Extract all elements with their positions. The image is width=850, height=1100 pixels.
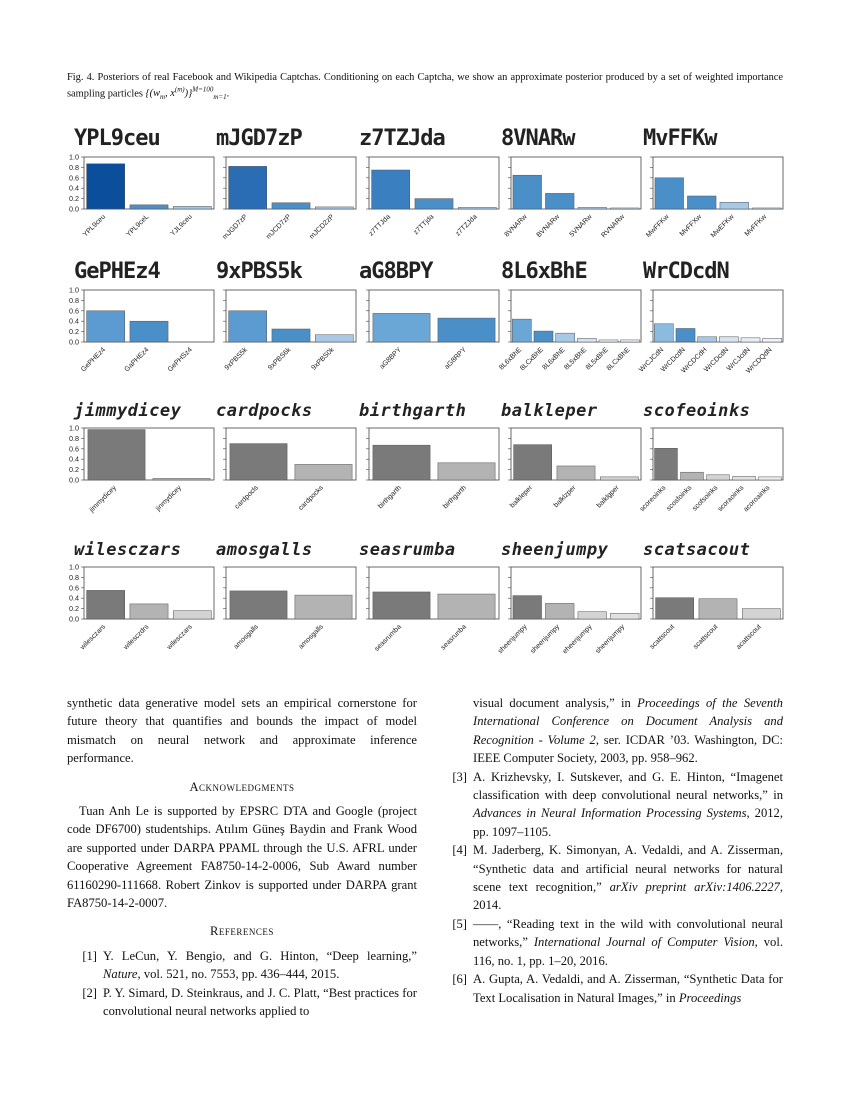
- bar-category-label: WrCJcdN: [725, 346, 752, 373]
- posterior-bar: [655, 178, 684, 209]
- captcha-image-text: amosgalls: [216, 540, 313, 560]
- y-tick-label: 0.8: [69, 162, 79, 172]
- posterior-bar: [315, 335, 353, 342]
- posterior-bar: [173, 206, 211, 209]
- bar-category-label: wilesczdrs: [122, 623, 151, 652]
- y-tick-label: 0.6: [69, 444, 79, 454]
- reference-item: [3] A. Krizhevsky, I. Sutskever, and G. E. Hinton, “Imagenet classification with deep convolutional neural networks,” in Advances in Neural Information Processing Systems, 2012, pp. 1097–1105.: [452, 769, 783, 839]
- bar-category-label: RVNARw: [600, 213, 627, 240]
- y-tick-label: 0.6: [69, 583, 79, 593]
- captcha-image-text: 8VNARw: [501, 126, 575, 151]
- bar-category-label: YPL9ceu: [82, 213, 108, 239]
- captcha-image-text: wilesczars: [74, 540, 182, 560]
- posterior-bar: [752, 208, 781, 209]
- y-tick-label: 0.2: [69, 465, 79, 475]
- posterior-bar: [545, 193, 574, 209]
- posterior-bar: [230, 591, 287, 619]
- posterior-bar: [610, 613, 639, 619]
- bar-category-label: birthgarth: [442, 484, 468, 511]
- bar-category-label: z7TTjda: [412, 213, 436, 237]
- bar-category-label: z7TZJda: [454, 213, 479, 238]
- right-column: [437, 694, 783, 1007]
- posterior-bar: [676, 328, 695, 342]
- bar-category-label: WrCDCdH: [680, 346, 709, 375]
- posterior-bar: [173, 611, 211, 619]
- bar-category-label: 9xPBS5k: [223, 346, 250, 372]
- posterior-bar: [741, 338, 760, 342]
- captcha-image-text: WrCDcdN: [643, 259, 729, 284]
- posterior-bar: [514, 445, 552, 480]
- reference-continuation: visual document analysis,” in Proceedings of the Seventh International Conference on Document Analysis and Recognition - Volume 2, ser. ICDAR ’03. Washington, DC: IEEE Computer Society, 2003, pp. 958–962.: [473, 696, 783, 766]
- bar-category-label: 9xPBS6k: [267, 346, 293, 372]
- acknowledgments-heading: Acknowledgments: [189, 779, 295, 794]
- captcha-image-text: birthgarth: [359, 401, 467, 421]
- posterior-bar: [719, 337, 738, 342]
- bar-category-label: amosgalls: [297, 623, 325, 651]
- references-heading: References: [210, 924, 274, 939]
- bar-category-label: mJCD2zP: [308, 213, 336, 241]
- bar-category-label: sheenjumpy: [529, 623, 562, 656]
- bar-category-label: acoroainks: [742, 484, 772, 514]
- bar-category-label: GePHEz4: [80, 346, 108, 374]
- posterior-bar: [577, 338, 596, 342]
- y-tick-label: 0.4: [69, 183, 79, 193]
- bar-category-label: 8LCxBhE: [605, 346, 632, 373]
- bar-category-label: jinmydicey: [154, 484, 183, 513]
- posterior-bar: [373, 592, 430, 619]
- posterior-bar: [87, 590, 125, 619]
- posterior-bar: [295, 464, 352, 480]
- bar-category-label: GaPHEz4: [123, 346, 151, 374]
- y-tick-label: 0.4: [69, 454, 79, 464]
- captcha-image-text: balkleper: [501, 401, 598, 421]
- captcha-image-text: 8L6xBhE: [501, 259, 587, 284]
- captcha-image-text: scatsacout: [643, 540, 751, 560]
- y-tick-label: 0.8: [69, 572, 79, 582]
- reference-item: [1] Y. LeCun, Y. Bengio, and G. Hinton, “Deep learning,” Nature, vol. 521, no. 7553, pp. 436–444, 2015.: [82, 948, 417, 982]
- posterior-bar: [699, 599, 737, 619]
- bar-category-label: YJL9ceu: [169, 213, 194, 238]
- bar-category-label: balklzper: [552, 484, 578, 510]
- bar-category-label: wilesczars: [79, 623, 108, 652]
- y-tick-label: 0.4: [69, 316, 79, 326]
- bar-category-label: 8L5xBhE: [584, 346, 610, 372]
- reference-item: [6] A. Gupta, A. Vedaldi, and A. Zisserman, “Synthetic Data for Text Localisation in Natural Images,” in Proceedings: [452, 972, 783, 1005]
- captcha-image-text: aG8BPY: [359, 259, 433, 284]
- figure-caption: Fig. 4. Posteriors of real Facebook and Wikipedia Captchas. Conditioning on each Captcha, we show an approximate posterior produced by a set of weighted importance sampling particles {($w_m$, $x^{(m)})\}^{M=100}_{m=1}$.: [67, 72, 783, 102]
- posterior-bar: [512, 319, 531, 342]
- bar-category-label: 8LCxBhE: [519, 346, 545, 373]
- bar-category-label: scoreoinks: [638, 484, 668, 514]
- bar-category-label: jimmydicey: [88, 484, 118, 514]
- y-tick-label: 1.0: [69, 423, 79, 433]
- posterior-bar: [373, 445, 430, 480]
- reference-item: [4] M. Jaderberg, K. Simonyan, A. Vedaldi, and A. Zisserman, “Synthetic data and artificial neural networks for natural scene text recognition,” arXiv preprint arXiv:1406.2227, 2014.: [452, 843, 783, 913]
- bar-category-label: wilesczars: [165, 623, 194, 652]
- y-tick-label: 0.0: [69, 614, 79, 624]
- bar-category-label: 9xPBS0k: [310, 346, 336, 372]
- bar-category-label: mJCD7zP: [265, 213, 293, 241]
- bar-category-label: BVNARw: [535, 213, 562, 240]
- y-tick-label: 0.2: [69, 194, 79, 204]
- bar-category-label: balkleper: [509, 484, 535, 510]
- bar-category-label: MwFFKw: [645, 213, 671, 240]
- bar-category-label: scattscout: [692, 623, 720, 651]
- bar-category-label: MvFFXw: [678, 213, 704, 238]
- y-tick-label: 0.8: [69, 433, 79, 443]
- y-tick-label: 0.8: [69, 295, 79, 305]
- reference-item: [5] ——, “Reading text in the wild with convolutional neural networks,” International Journal of Computer Vision, vol. 116, no. 1, pp. 1–20, 2016.: [452, 916, 783, 968]
- captcha-image-text: sheenjumpy: [501, 540, 609, 560]
- bar-category-label: WrCDcdN: [703, 346, 731, 374]
- posterior-bar: [654, 324, 673, 342]
- bar-category-label: cardpocls: [233, 484, 260, 511]
- posterior-bar: [438, 463, 495, 480]
- posterior-bar: [600, 477, 638, 480]
- posterior-bar: [656, 598, 694, 619]
- posterior-bar: [707, 475, 730, 480]
- y-tick-label: 0.6: [69, 306, 79, 316]
- captcha-image-text: seasrumba: [359, 540, 456, 560]
- bar-category-label: aG8RPY: [443, 346, 468, 371]
- bar-category-label: 8L6xBhE: [498, 346, 524, 372]
- posterior-bar: [438, 318, 495, 342]
- left-column: [67, 694, 417, 1021]
- posterior-bar: [545, 603, 574, 619]
- y-tick-label: 1.0: [69, 562, 79, 572]
- y-tick-label: 0.6: [69, 173, 79, 183]
- captcha-image-text: 9xPBS5k: [216, 259, 302, 284]
- bar-category-label: YPL9ceL: [125, 213, 151, 239]
- captcha-image-text: GePHEz4: [74, 259, 160, 284]
- y-tick-label: 1.0: [69, 285, 79, 295]
- posterior-bar: [763, 338, 782, 342]
- bar-category-label: balklgper: [595, 484, 621, 510]
- posterior-bar: [87, 164, 125, 209]
- posterior-bar: [610, 208, 639, 209]
- bar-category-label: WrCDcdN: [659, 346, 687, 374]
- closing-paragraph: synthetic data generative model sets an empirical cornerstone for future theory that quantifies and bounds the impact of model mismatch on neural network and approximate inference performance.: [67, 696, 417, 766]
- captcha-image-text: scofeoinks: [643, 401, 751, 421]
- bar-category-label: sheenjumpy: [594, 623, 627, 656]
- bar-category-label: WrCJCdN: [638, 346, 666, 374]
- bar-category-label: seasrunba: [439, 623, 468, 652]
- captcha-image-text: cardpocks: [216, 401, 313, 421]
- bar-category-label: birthgarth: [377, 484, 403, 511]
- posterior-bar: [272, 329, 310, 342]
- posterior-bar: [438, 594, 495, 619]
- posterior-bar: [759, 477, 782, 480]
- posterior-bar: [130, 604, 168, 619]
- bar-category-label: scofsoinks: [691, 484, 720, 513]
- y-tick-label: 0.0: [69, 204, 79, 214]
- posterior-bar: [556, 333, 575, 342]
- bar-category-label: eheenjumpy: [561, 623, 594, 656]
- posterior-bar: [153, 478, 210, 480]
- posterior-bar: [458, 207, 496, 209]
- posterior-bar: [557, 466, 595, 480]
- posterior-bar: [681, 472, 704, 480]
- posterior-bar: [733, 476, 756, 480]
- bar-category-label: acattscout: [735, 623, 763, 651]
- captcha-image-text: z7TZJda: [359, 126, 445, 151]
- captcha-image-text: mJGD7zP: [216, 126, 302, 151]
- posterior-bar: [372, 170, 410, 209]
- posterior-bar: [373, 313, 430, 342]
- bar-category-label: scoraoinks: [716, 484, 746, 514]
- posterior-bar: [742, 609, 780, 619]
- bar-category-label: scosfoinks: [665, 484, 694, 513]
- posterior-bar: [534, 331, 553, 342]
- bar-category-label: mJGD7zP: [221, 213, 250, 241]
- y-tick-label: 0.4: [69, 593, 79, 603]
- posterior-bar: [230, 444, 287, 480]
- posterior-bar: [295, 595, 352, 619]
- bar-category-label: 8L5xBhE: [563, 346, 589, 372]
- y-tick-label: 0.0: [69, 475, 79, 485]
- bar-category-label: sheenjumpy: [497, 623, 529, 656]
- bar-category-label: aG8BPY: [378, 346, 403, 371]
- captcha-image-text: jimmydicey: [74, 401, 182, 421]
- bar-category-label: cardpocks: [297, 484, 325, 512]
- posterior-bar: [720, 202, 749, 209]
- captcha-image-text: YPL9ceu: [74, 126, 160, 151]
- posterior-bar: [513, 596, 542, 619]
- posterior-bar: [513, 175, 542, 209]
- y-tick-label: 0.2: [69, 604, 79, 614]
- posterior-bar: [578, 207, 607, 209]
- bar-category-label: scattscout: [648, 623, 677, 651]
- posterior-bar: [698, 337, 717, 342]
- y-tick-label: 0.0: [69, 337, 79, 347]
- posterior-bar: [130, 205, 168, 209]
- y-tick-label: 0.2: [69, 327, 79, 337]
- y-tick-label: 1.0: [69, 152, 79, 162]
- posterior-bar: [621, 340, 640, 342]
- reference-item: [2] P. Y. Simard, D. Steinkraus, and J. C. Platt, “Best practices for convolutional neural networks applied to: [82, 985, 417, 1019]
- posterior-bar: [315, 207, 353, 209]
- bar-category-label: MvFFKw: [743, 213, 769, 238]
- bar-category-label: z7TTJda: [367, 213, 393, 238]
- acknowledgments-text: Tuan Anh Le is supported by EPSRC DTA and Google (project code DF6700) studentships. Atılım Güneş Baydin and Frank Wood are supported under DARPA PPAML through the U.S. AFRL under Cooperative Agreement FA8750-14-2-0006, Sub Award number 61160290-111668. Robert Zinkov is supported under DARPA grant FA8750-14-2-0007.: [67, 804, 417, 911]
- posterior-bar: [272, 203, 310, 209]
- captcha-image-text: MvFFKw: [643, 126, 717, 151]
- bar-category-label: 8VNARw: [503, 213, 529, 239]
- posterior-bar: [130, 321, 168, 342]
- posterior-bar: [229, 311, 267, 342]
- posterior-bar: [599, 340, 618, 342]
- bar-category-label: amosgalls: [232, 623, 260, 651]
- bar-category-label: seasrumba: [373, 623, 403, 653]
- posterior-bar: [229, 166, 267, 209]
- posterior-bar: [88, 430, 145, 480]
- bar-category-label: WrCDQdN: [745, 346, 774, 375]
- posterior-bar: [687, 196, 716, 209]
- bar-category-label: 5VNARw: [568, 213, 594, 239]
- bar-category-label: MwEFKw: [709, 213, 736, 240]
- posterior-bar: [655, 448, 678, 480]
- bar-category-label: 8L6xBhE: [541, 346, 567, 372]
- bar-category-label: GePHSz4: [166, 346, 194, 374]
- posterior-bar: [578, 612, 607, 619]
- posterior-bar: [415, 199, 453, 209]
- posterior-bar: [87, 311, 125, 342]
